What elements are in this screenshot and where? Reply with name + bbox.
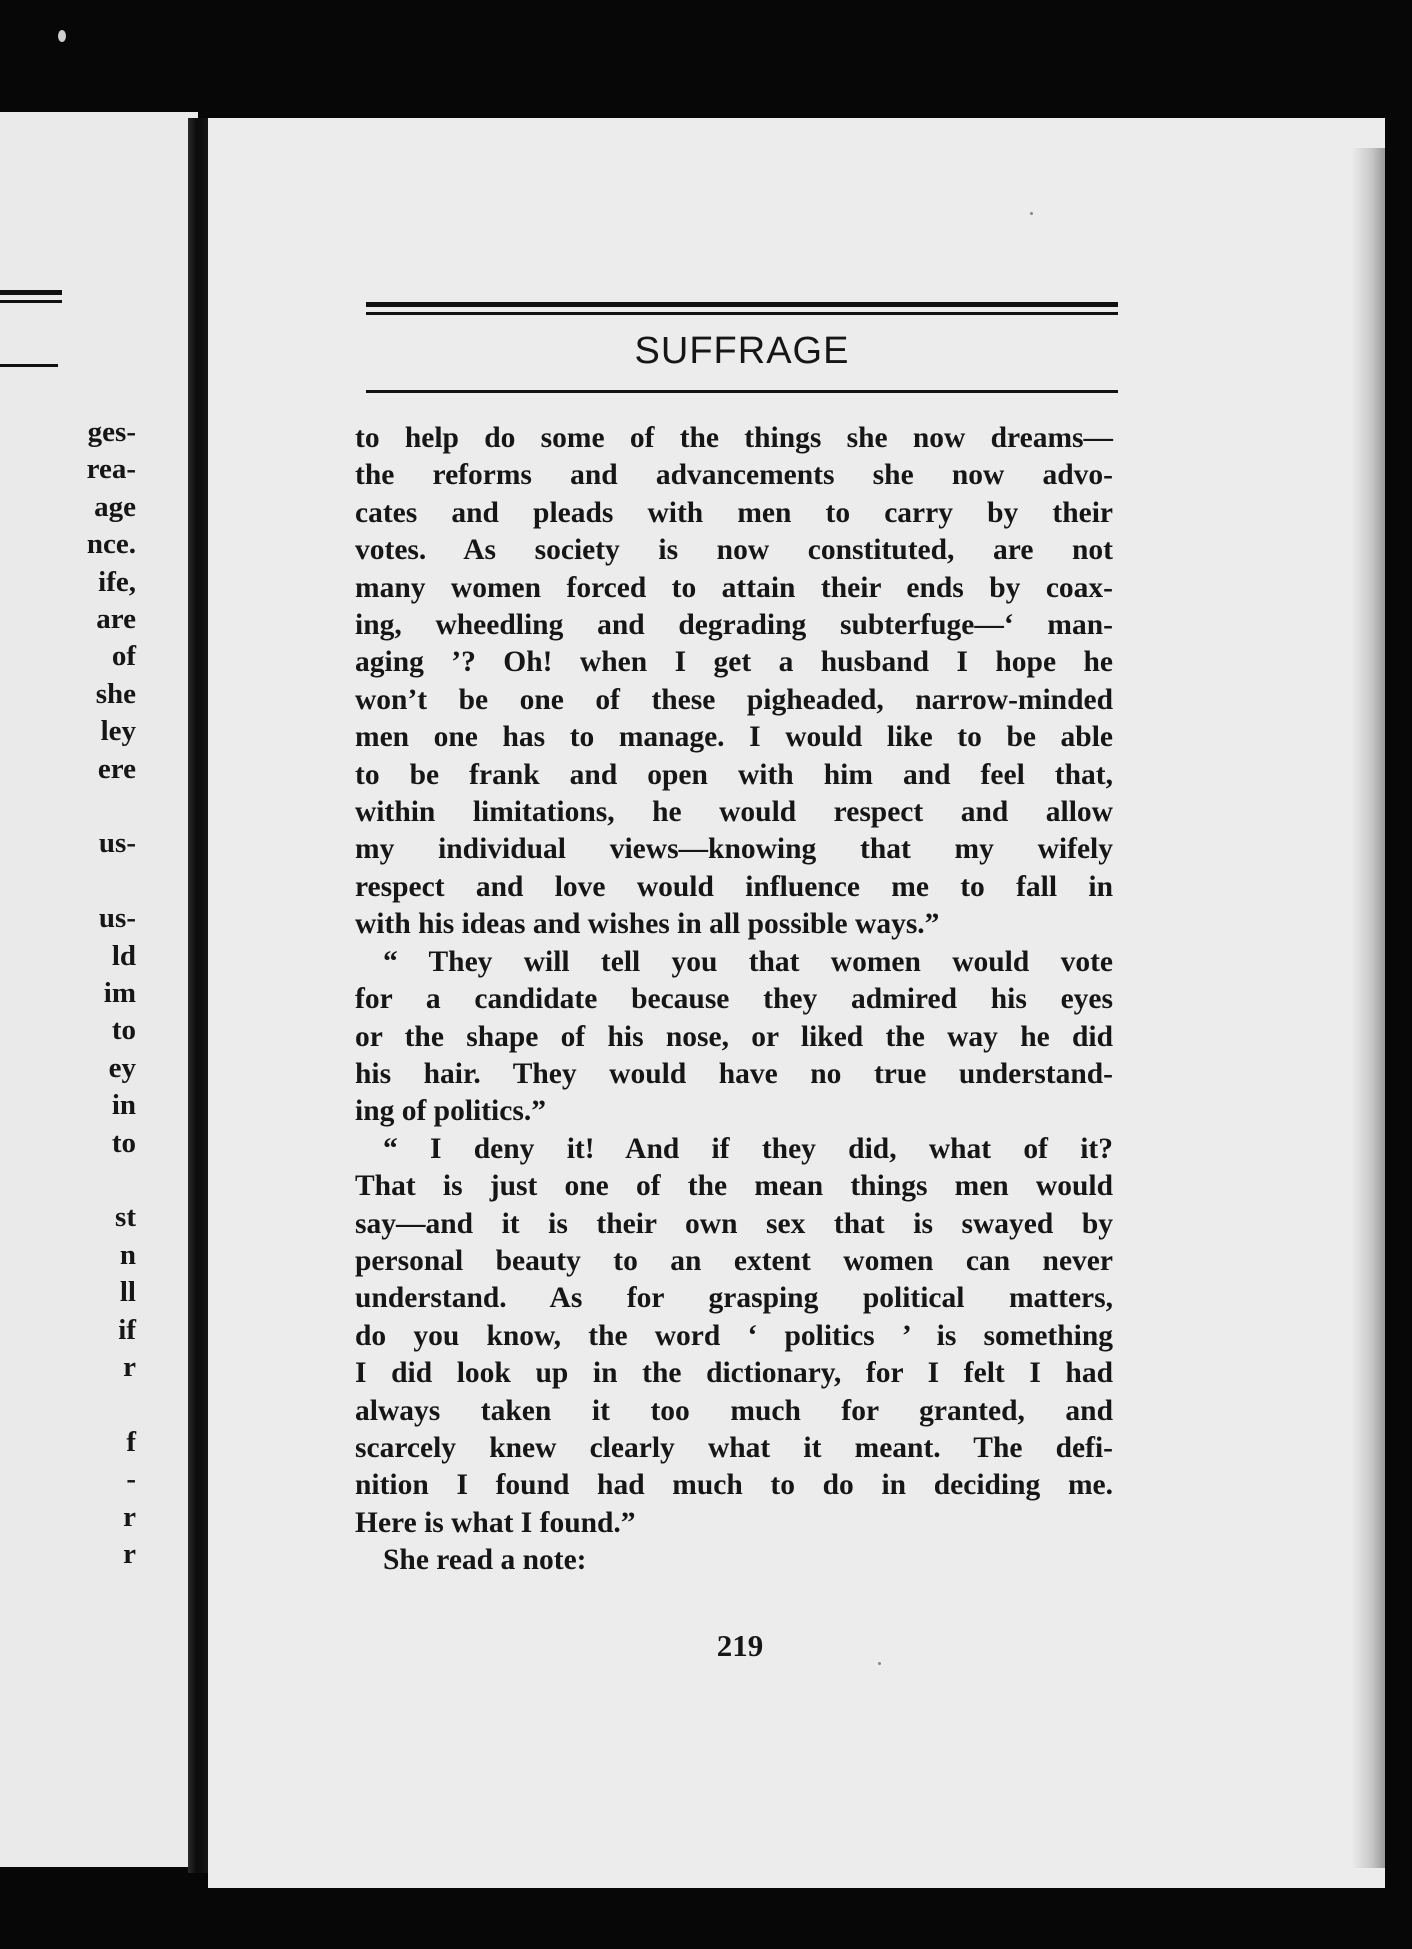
left-page-fragment: us- (98, 827, 136, 860)
text-line: Here is what I found.” (355, 1506, 636, 1539)
text-line: do you know, the word ‘ politics ’ is something (355, 1319, 1113, 1352)
text-line: “ They will tell you that women would vote (383, 945, 1113, 978)
header-rule-bottom (366, 390, 1118, 393)
left-page-fragment: r (123, 1500, 136, 1533)
left-page-fragment: f (126, 1425, 136, 1458)
left-page-fragment: in (111, 1089, 136, 1122)
left-page-fragment: n (119, 1238, 136, 1271)
left-page-fragment: ges- (87, 416, 136, 448)
left-page-fragment: - (126, 1463, 136, 1496)
text-line: personal beauty to an extent women can never (355, 1244, 1113, 1277)
text-line: or the shape of his nose, or liked the way he did (355, 1020, 1113, 1053)
text-line: his hair. They would have no true understand- (355, 1057, 1113, 1090)
left-page-rule (0, 290, 62, 295)
text-line: cates and pleads with men to carry by their (355, 496, 1113, 529)
text-line: She read a note: (383, 1544, 587, 1577)
running-head: SUFFRAGE (634, 330, 850, 372)
text-line: understand. As for grasping political matters, (355, 1282, 1113, 1315)
text-line: to be frank and open with him and feel that, (355, 758, 1113, 791)
text-line: That is just one of the mean things men would (355, 1170, 1113, 1203)
text-line: for a candidate because they admired his eyes (355, 983, 1113, 1016)
text-line: nition I found had much to do in deciding me. (355, 1469, 1113, 1502)
left-page-fragment: im (103, 977, 136, 1009)
text-line: with his ideas and wishes in all possible ways.” (355, 908, 940, 941)
page-edge-shadow (1351, 148, 1385, 1868)
left-page-fragment: age (94, 490, 136, 523)
text-line: ing of politics.” (355, 1095, 546, 1128)
scan-speck (878, 1662, 881, 1665)
text-line: I did look up in the dictionary, for I felt I had (355, 1357, 1113, 1390)
text-line: votes. As society is now constituted, are not (355, 534, 1113, 567)
text-line: men one has to manage. I would like to be able (355, 721, 1113, 754)
left-page-fragment: ley (100, 715, 136, 748)
page-number: 219 (716, 1628, 764, 1663)
text-line: to help do some of the things she now dreams— (355, 422, 1113, 454)
left-page-fragment: ld (111, 939, 136, 972)
text-line: the reforms and advancements she now advo- (355, 459, 1113, 492)
left-page-fragment: she (95, 677, 136, 710)
left-page-fragment: nce. (86, 528, 136, 561)
text-line: respect and love would influence me to fall in (355, 870, 1113, 903)
scan-speck (1030, 212, 1033, 215)
left-page-rule (0, 364, 58, 367)
text-line: scarcely knew clearly what it meant. The defi- (355, 1431, 1113, 1464)
left-page-fragment: ife, (98, 565, 136, 598)
text-line: won’t be one of these pigheaded, narrow-minded (355, 683, 1113, 716)
left-page-rule (0, 300, 62, 303)
text-line: my individual views—knowing that my wifely (355, 833, 1113, 866)
text-line: ing, wheedling and degrading subterfuge—‘ man- (355, 609, 1113, 642)
left-page-fragment: to (111, 1014, 136, 1047)
book-gutter (188, 118, 210, 1873)
left-page-fragment: if (118, 1313, 136, 1346)
text-line: aging ’? Oh! when I get a husband I hope he (355, 646, 1113, 679)
left-page-fragment: are (96, 603, 136, 635)
left-page-fragment: ey (108, 1051, 136, 1084)
left-page-fragment: us- (98, 902, 136, 935)
text-line: “ I deny it! And if they did, what of it? (383, 1132, 1113, 1165)
text-line: always taken it too much for granted, and (355, 1394, 1113, 1427)
left-page-fragment: ere (97, 752, 136, 785)
text-line: many women forced to attain their ends by coax- (355, 571, 1113, 604)
left-page-fragment: r (123, 1538, 136, 1570)
left-page-fragment: ll (119, 1276, 136, 1309)
text-line: within limitations, he would respect and allow (355, 796, 1113, 829)
left-page-fragment: r (123, 1351, 136, 1383)
scan-speck (58, 30, 66, 42)
body-text (355, 420, 1113, 1580)
left-page-fragment: st (115, 1201, 136, 1234)
text-line: say—and it is their own sex that is swayed by (355, 1207, 1113, 1240)
left-page-fragment: to (111, 1126, 136, 1159)
header-rule-middle (366, 312, 1118, 315)
left-page (0, 112, 198, 1867)
left-page-fragment: of (111, 640, 136, 673)
left-page-fragment: rea- (86, 453, 136, 486)
header-rule-top (366, 302, 1118, 307)
